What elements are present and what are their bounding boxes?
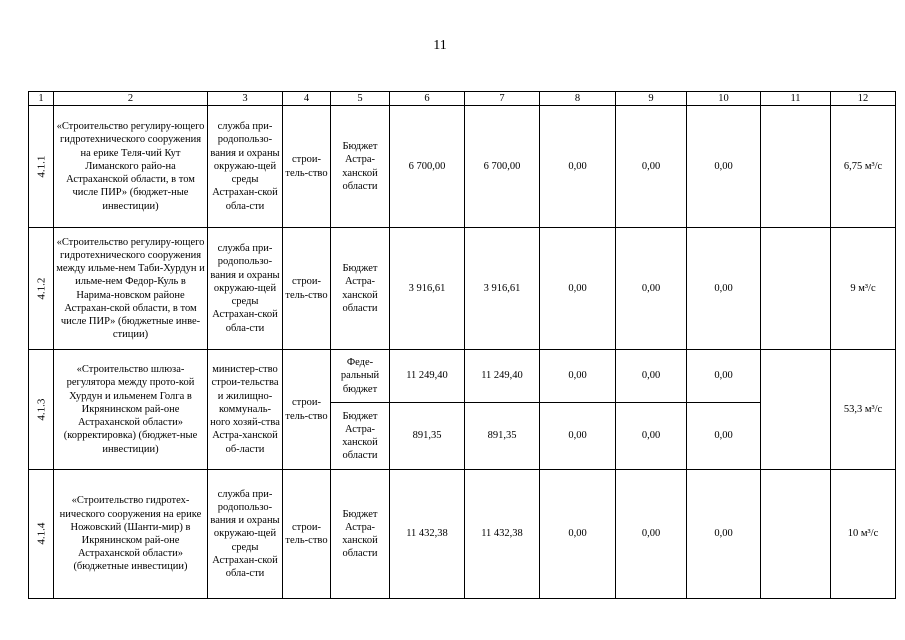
column-number: 7 (465, 92, 540, 106)
executor: служба при-родопользо-вания и охраны окружаю-щей среды Астрахан-ской обла-сти (208, 470, 283, 599)
value-col10: 0,00 (687, 228, 761, 350)
capacity: 10 м³/с (831, 470, 896, 599)
value-col7: 11 249,40 (465, 350, 540, 403)
work-type: строи-тель-ство (283, 106, 331, 228)
column-number: 3 (208, 92, 283, 106)
value-col6: 11 432,38 (390, 470, 465, 599)
value-col8: 0,00 (540, 403, 616, 470)
value-col10: 0,00 (687, 403, 761, 470)
table-row (29, 350, 896, 403)
row-index: 4.1.4 (29, 470, 54, 599)
value-col8: 0,00 (540, 350, 616, 403)
value-col7: 6 700,00 (465, 106, 540, 228)
value-col8: 0,00 (540, 228, 616, 350)
project-name: «Строительство шлюза-регулятора между прото-кой Хурдун и ильменем Голга в Икрянинском рай-оне Астраханской области» (корректировка) (бюджет-ные инвестиции) (54, 350, 208, 470)
work-type: строи-тель-ство (283, 470, 331, 599)
value-col7: 3 916,61 (465, 228, 540, 350)
value-col6: 11 249,40 (390, 350, 465, 403)
value-col9: 0,00 (616, 228, 687, 350)
funding-source: Бюджет Астра-ханской области (331, 106, 390, 228)
capacity: 6,75 м³/с (831, 106, 896, 228)
column-number: 5 (331, 92, 390, 106)
row-index: 4.1.2 (29, 228, 54, 350)
work-type: строи-тель-ство (283, 228, 331, 350)
capacity: 53,3 м³/с (831, 350, 896, 470)
value-col9: 0,00 (616, 470, 687, 599)
value-col9: 0,00 (616, 403, 687, 470)
funding-source: Бюджет Астра-ханской области (331, 403, 390, 470)
work-type: строи-тель-ство (283, 350, 331, 470)
project-name: «Строительство гидротех-нического сооружения на ерике Ножовский (Шанти-мир) в Икрянинском рай-оне Астраханской области» (бюджетные инвестиции) (54, 470, 208, 599)
value-col11 (761, 350, 831, 470)
row-index: 4.1.3 (29, 350, 54, 470)
value-col6: 6 700,00 (390, 106, 465, 228)
value-col10: 0,00 (687, 470, 761, 599)
capacity: 9 м³/с (831, 228, 896, 350)
value-col6: 3 916,61 (390, 228, 465, 350)
value-col8: 0,00 (540, 470, 616, 599)
value-col7: 891,35 (465, 403, 540, 470)
project-name: «Строительство регулиру-ющего гидротехнического сооружения на ерике Теля-чий Кут Лиманского райо-на Астраханской области, в том числе ПИР» (бюджет-ные инвестиции) (54, 106, 208, 228)
page-number: 11 (433, 38, 447, 53)
value-col11 (761, 228, 831, 350)
value-col10: 0,00 (687, 106, 761, 228)
column-number: 9 (616, 92, 687, 106)
column-number: 11 (761, 92, 831, 106)
value-col11 (761, 470, 831, 599)
funding-source: Феде-ральный бюджет (331, 350, 390, 403)
table-row (29, 106, 896, 228)
value-col11 (761, 106, 831, 228)
row-index: 4.1.1 (29, 106, 54, 228)
table-row (29, 228, 896, 350)
column-number: 1 (29, 92, 54, 106)
column-number: 8 (540, 92, 616, 106)
investment-table (28, 91, 896, 599)
table-row (29, 470, 896, 599)
value-col9: 0,00 (616, 106, 687, 228)
column-number: 4 (283, 92, 331, 106)
column-number: 6 (390, 92, 465, 106)
column-number: 10 (687, 92, 761, 106)
executor: министер-ство строи-тельства и жилищно-коммуналь-ного хозяй-ства Астра-ханской об-ласти (208, 350, 283, 470)
value-col10: 0,00 (687, 350, 761, 403)
funding-source: Бюджет Астра-ханской области (331, 228, 390, 350)
value-col6: 891,35 (390, 403, 465, 470)
column-number: 2 (54, 92, 208, 106)
column-number: 12 (831, 92, 896, 106)
value-col8: 0,00 (540, 106, 616, 228)
value-col9: 0,00 (616, 350, 687, 403)
executor: служба при-родопользо-вания и охраны окружаю-щей среды Астрахан-ской обла-сти (208, 106, 283, 228)
funding-source: Бюджет Астра-ханской области (331, 470, 390, 599)
table-header-row (29, 92, 896, 106)
executor: служба при-родопользо-вания и охраны окружаю-щей среды Астрахан-ской обла-сти (208, 228, 283, 350)
value-col7: 11 432,38 (465, 470, 540, 599)
project-name: «Строительство регулиру-ющего гидротехнического сооружения между ильме-нем Таби-Хурдун и ильме-нем Федор-Куль в Нарима-новском районе Астрахан-ской области, в том числе ПИР» (бюджетные инве-стиции) (54, 228, 208, 350)
